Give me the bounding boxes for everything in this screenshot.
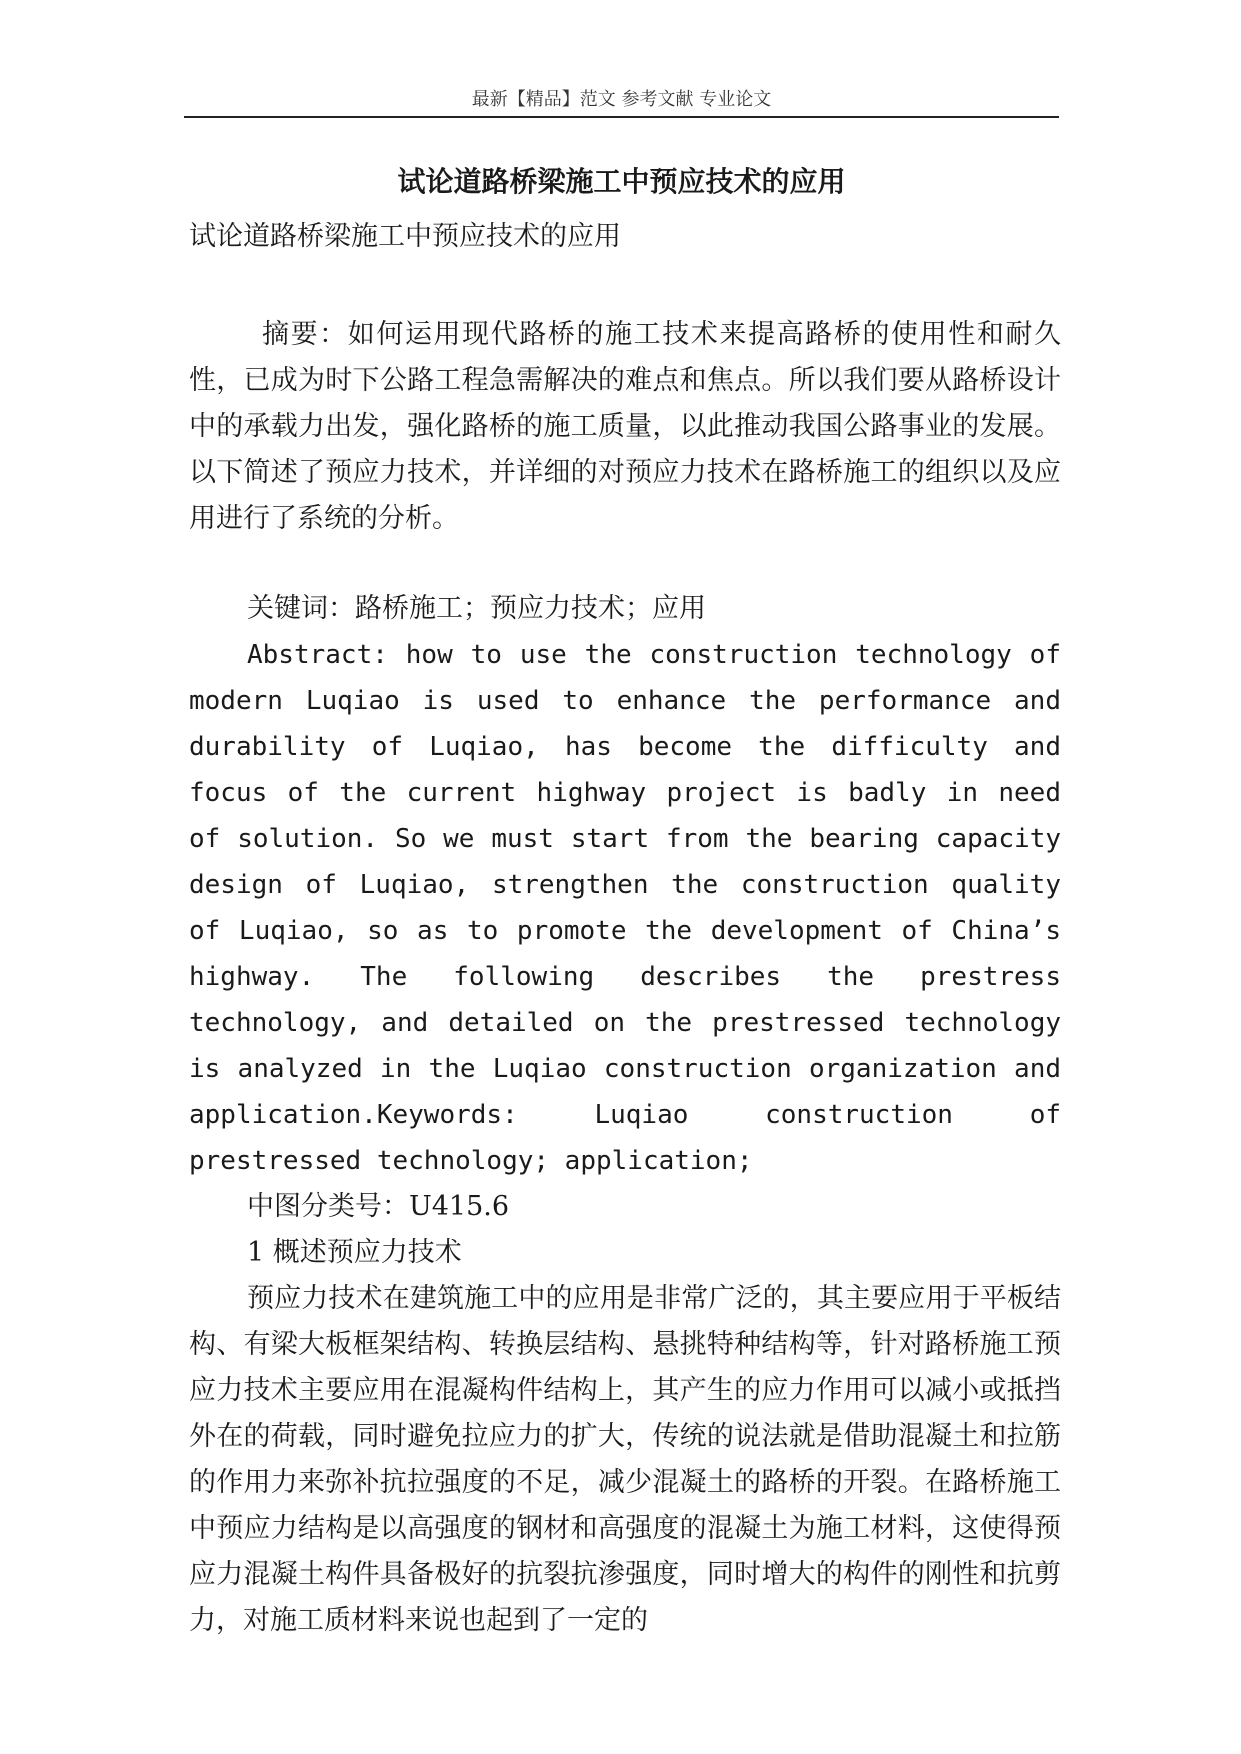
document-subtitle: 试论道路桥梁施工中预应技术的应用 — [189, 221, 621, 252]
section-1-heading: 1 概述预应力技术 — [247, 1237, 462, 1268]
classification-number: 中图分类号：U415.6 — [247, 1191, 510, 1222]
abstract-en: Abstract: how to use the construction technology of modern Luqiao is used to enhance the performance and durability of Luqiao, has become the difficulty and focus of the current highway project is badly in need of solution. So we must start from the bearing capacity design of Luqiao, strengthen the construction quality of Luqiao, so as to promote the development of China’s highway. The following describes the prestress technology, and detailed on the prestressed technology is analyzed in the Luqiao construction organization and application.Keywords: Luqiao construction of prestressed technology; application; — [189, 640, 1061, 1176]
spacer — [189, 542, 1061, 586]
document-title: 试论道路桥梁施工中预应技术的应用 — [397, 165, 846, 198]
document-body — [189, 214, 1061, 1644]
section-1-body: 预应力技术在建筑施工中的应用是非常广泛的，其主要应用于平板结构、有梁大板框架结构、转换层结构、悬挑特种结构等，针对路桥施工预应力技术主要应用在混凝构件结构上，其产生的应力作用可以减小或抵挡外在的荷载，同时避免拉应力的扩大，传统的说法就是借助混凝土和拉筋的作用力来弥补抗拉强度的不足，减少混凝土的路桥的开裂。在路桥施工中预应力结构是以高强度的钢材和高强度的混凝土为施工材料，这使得预应力混凝土构件具备极好的抗裂抗渗强度，同时增大的构件的刚性和抗剪力，对施工质材料来说也起到了一定的 — [189, 1283, 1061, 1636]
running-header: 最新【精品】范文 参考文献 专业论文 — [471, 89, 772, 110]
spacer — [189, 260, 1061, 312]
header-rule — [184, 116, 1059, 118]
abstract-cn: 摘要：如何运用现代路桥的施工技术来提高路桥的使用性和耐久性，已成为时下公路工程急需解决的难点和焦点。所以我们要从路桥设计中的承载力出发，强化路桥的施工质量，以此推动我国公路事业的发展。以下简述了预应力技术，并详细的对预应力技术在路桥施工的组织以及应用进行了系统的分析。 — [189, 319, 1061, 534]
keywords-cn: 关键词：路桥施工；预应力技术；应用 — [247, 593, 706, 624]
